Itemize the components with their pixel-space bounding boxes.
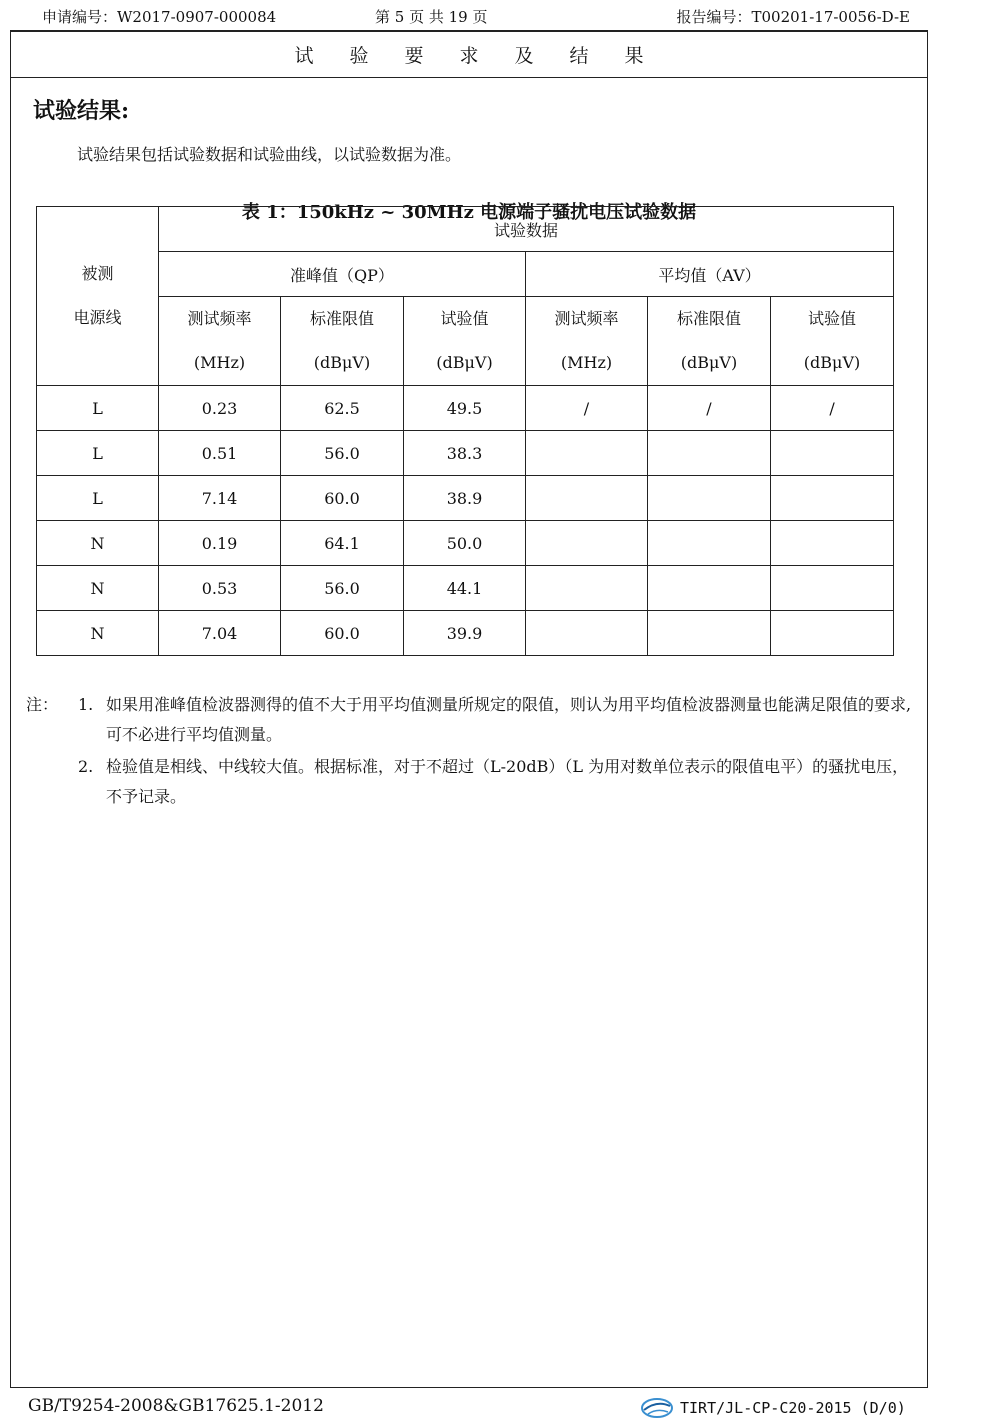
sub-header-unit: (dBμV) bbox=[313, 353, 371, 372]
cell-qp-limit: 60.0 bbox=[281, 611, 404, 656]
sub-header-cell bbox=[771, 297, 894, 386]
cell-qp-freq: 0.51 bbox=[159, 431, 281, 476]
form-code-text: TIRT/JL-CP-C20-2015 (D/0) bbox=[680, 1399, 906, 1417]
sub-header-unit: (MHz) bbox=[193, 353, 246, 372]
results-heading: 试验结果: bbox=[33, 98, 130, 124]
cell-av-limit bbox=[648, 431, 771, 476]
cell-line: N bbox=[37, 566, 159, 611]
cell-av-value bbox=[771, 521, 894, 566]
sub-header-cell bbox=[648, 297, 771, 386]
power-line-header-top: 被测 bbox=[81, 264, 114, 283]
cell-av-limit bbox=[648, 521, 771, 566]
sub-header-cell bbox=[404, 297, 526, 386]
sub-header-name: 标准限值 bbox=[676, 309, 741, 328]
cell-line: N bbox=[37, 611, 159, 656]
power-line-header bbox=[37, 207, 159, 386]
cell-qp-value: 44.1 bbox=[404, 566, 526, 611]
note-text: 如果用准峰值检波器测得的值不大于用平均值测量所规定的限值，则认为用平均值检波器测量也能满足限值的要求,可不必进行平均值测量。 bbox=[106, 695, 912, 744]
sub-header-name: 试验值 bbox=[808, 309, 857, 328]
sub-header-name: 测试频率 bbox=[554, 309, 619, 328]
cell-qp-limit: 56.0 bbox=[281, 566, 404, 611]
footer-form-code bbox=[640, 1396, 906, 1420]
table-row bbox=[37, 566, 894, 611]
test-data-table bbox=[36, 206, 894, 656]
cell-qp-value: 38.9 bbox=[404, 476, 526, 521]
cell-qp-value: 49.5 bbox=[404, 386, 526, 431]
cell-qp-limit: 56.0 bbox=[281, 431, 404, 476]
power-line-header-bottom: 电源线 bbox=[73, 308, 122, 327]
cell-av-freq bbox=[526, 566, 648, 611]
sub-header-cell bbox=[281, 297, 404, 386]
av-header: 平均值（AV） bbox=[526, 252, 894, 297]
cell-av-limit bbox=[648, 611, 771, 656]
table-row bbox=[37, 476, 894, 521]
cell-qp-value: 39.9 bbox=[404, 611, 526, 656]
cell-av-limit bbox=[648, 566, 771, 611]
sub-header-name: 标准限值 bbox=[309, 309, 374, 328]
notes-label: 注： bbox=[26, 695, 59, 714]
cell-av-limit: / bbox=[648, 386, 771, 431]
page-number: 第 5 页 共 19 页 bbox=[375, 8, 488, 26]
cell-qp-limit: 62.5 bbox=[281, 386, 404, 431]
test-data-group-header: 试验数据 bbox=[159, 207, 894, 252]
cell-qp-freq: 7.14 bbox=[159, 476, 281, 521]
cell-qp-freq: 0.19 bbox=[159, 521, 281, 566]
cell-av-value bbox=[771, 431, 894, 476]
table-caption: 表 1：150kHz ~ 30MHz 电源端子骚扰电压试验数据 bbox=[241, 202, 697, 223]
page-header bbox=[0, 6, 1000, 26]
cell-av-freq bbox=[526, 476, 648, 521]
sub-header-name: 试验值 bbox=[440, 309, 489, 328]
report-number: 报告编号：T00201-17-0056-D-E bbox=[676, 8, 910, 26]
section-title: 试验要求及结果 bbox=[11, 32, 927, 78]
sub-header-name: 测试频率 bbox=[187, 309, 252, 328]
sub-header-row bbox=[37, 297, 894, 386]
cell-av-value bbox=[771, 611, 894, 656]
cell-qp-limit: 64.1 bbox=[281, 521, 404, 566]
cell-line: L bbox=[37, 476, 159, 521]
cell-av-limit bbox=[648, 476, 771, 521]
cell-qp-value: 50.0 bbox=[404, 521, 526, 566]
cell-av-freq bbox=[526, 521, 648, 566]
note-text: 检验值是相线、中线较大值。根据标准，对于不超过（L-20dB）（L 为用对数单位表示的限值电平）的骚扰电压，不予记录。 bbox=[106, 757, 909, 806]
note-number: 2. bbox=[78, 757, 94, 776]
sub-header-unit: (dBμV) bbox=[436, 353, 493, 372]
table-row bbox=[37, 611, 894, 656]
note-item bbox=[78, 690, 912, 750]
application-number: 申请编号：W2017-0907-000084 bbox=[42, 8, 277, 26]
table-row bbox=[37, 386, 894, 431]
cell-av-value: / bbox=[771, 386, 894, 431]
institute-logo-icon bbox=[640, 1396, 674, 1420]
cell-av-freq bbox=[526, 611, 648, 656]
sub-header-unit: (dBμV) bbox=[803, 353, 861, 372]
cell-av-freq bbox=[526, 431, 648, 476]
cell-av-freq: / bbox=[526, 386, 648, 431]
cell-qp-freq: 0.53 bbox=[159, 566, 281, 611]
sub-header-cell bbox=[526, 297, 648, 386]
cell-line: L bbox=[37, 431, 159, 476]
cell-line: L bbox=[37, 386, 159, 431]
qp-header: 准峰值（QP） bbox=[159, 252, 526, 297]
sub-header-unit: (MHz) bbox=[560, 353, 613, 372]
sub-header-cell bbox=[159, 297, 281, 386]
table-row bbox=[37, 431, 894, 476]
cell-qp-value: 38.3 bbox=[404, 431, 526, 476]
table-row bbox=[37, 521, 894, 566]
cell-qp-freq: 0.23 bbox=[159, 386, 281, 431]
note-number: 1. bbox=[78, 695, 94, 714]
cell-qp-limit: 60.0 bbox=[281, 476, 404, 521]
footer-standard: GB/T9254-2008&GB17625.1-2012 bbox=[28, 1396, 324, 1416]
data-rows bbox=[37, 386, 894, 656]
sub-header-unit: (dBμV) bbox=[680, 353, 738, 372]
cell-line: N bbox=[37, 521, 159, 566]
intro-text: 试验结果包括试验数据和试验曲线，以试验数据为准。 bbox=[77, 145, 462, 164]
cell-av-value bbox=[771, 476, 894, 521]
cell-av-value bbox=[771, 566, 894, 611]
note-item bbox=[78, 752, 912, 812]
cell-qp-freq: 7.04 bbox=[159, 611, 281, 656]
